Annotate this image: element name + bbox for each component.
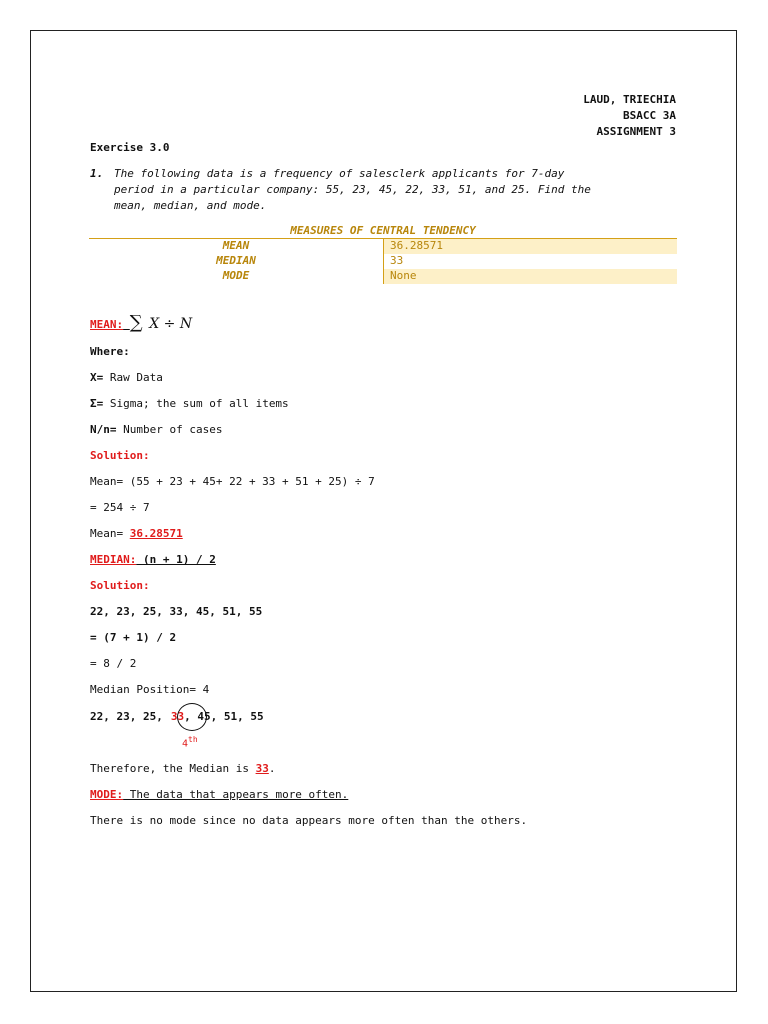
- table-value-mode: None: [384, 269, 677, 284]
- mean-step-1: Mean= (55 + 23 + 45+ 22 + 33 + 51 + 25) ÷ 7: [90, 475, 375, 488]
- table-label-median: MEDIAN: [89, 254, 384, 269]
- table-label-mean: MEAN: [89, 239, 384, 254]
- def-sigma: Σ= Sigma; the sum of all items: [90, 397, 289, 410]
- table-value-mean: 36.28571: [384, 239, 677, 254]
- median-step-2: = 8 / 2: [90, 657, 137, 670]
- median-conclusion: Therefore, the Median is 33.: [90, 762, 276, 775]
- median-circle-mark: [177, 703, 207, 731]
- median-position-mark: 4th: [182, 735, 198, 750]
- mode-definition: The data that appears more often.: [123, 788, 349, 801]
- median-sorted-data: 22, 23, 25, 33, 45, 51, 55: [90, 605, 263, 618]
- mean-solution-label: Solution:: [90, 449, 150, 462]
- mode-heading: MODE:: [90, 788, 124, 801]
- student-section: BSACC 3A: [623, 109, 676, 122]
- median-circled-line: 22, 23, 25, 33, 45, 51, 55: [90, 710, 264, 723]
- question-line-2: period in a particular company: 55, 23, 45, 22, 33, 51, and 25. Find the: [114, 183, 591, 196]
- student-name: LAUD, TRIECHIA: [583, 93, 676, 106]
- measures-table-title: MEASURES OF CENTRAL TENDENCY: [89, 224, 677, 239]
- mean-heading-line: [90, 313, 192, 335]
- median-conclusion-value: 33: [255, 762, 269, 775]
- assignment-label: ASSIGNMENT 3: [596, 125, 676, 138]
- question-number: 1.: [90, 167, 104, 180]
- document-page: [30, 30, 737, 992]
- table-label-mode: MODE: [89, 269, 384, 284]
- exercise-title: Exercise 3.0: [90, 141, 170, 154]
- median-step-1: = (7 + 1) / 2: [90, 631, 177, 644]
- def-x: X= Raw Data: [90, 371, 163, 384]
- median-heading-line: [90, 553, 216, 567]
- question-line-3: mean, median, and mode.: [114, 199, 267, 212]
- median-solution-label: Solution:: [90, 579, 150, 592]
- mean-result-value: 36.28571: [129, 527, 183, 540]
- mean-heading: MEAN:: [90, 318, 124, 331]
- measures-table: [89, 224, 677, 284]
- median-formula: (n + 1) / 2: [142, 553, 216, 566]
- def-n: N/n= Number of cases: [90, 423, 223, 436]
- median-circled-value: 33: [170, 710, 185, 723]
- mean-result: Mean= 36.28571: [90, 527, 183, 540]
- median-position: Median Position= 4: [90, 683, 210, 696]
- median-heading: MEDIAN:: [90, 553, 137, 566]
- mean-formula: X ÷ N: [149, 316, 193, 332]
- mode-conclusion: There is no mode since no data appears more often than the others.: [90, 814, 528, 827]
- mode-heading-line: [90, 788, 348, 802]
- sigma-symbol: ∑: [129, 312, 143, 333]
- table-row-median: [89, 254, 677, 269]
- where-label: Where:: [90, 345, 130, 358]
- table-row-mean: [89, 239, 677, 254]
- table-value-median: 33: [390, 254, 404, 267]
- question-line-1: The following data is a frequency of salesclerk applicants for 7-day: [114, 167, 565, 180]
- table-row-mode: [89, 269, 677, 284]
- mean-step-2: = 254 ÷ 7: [90, 501, 150, 514]
